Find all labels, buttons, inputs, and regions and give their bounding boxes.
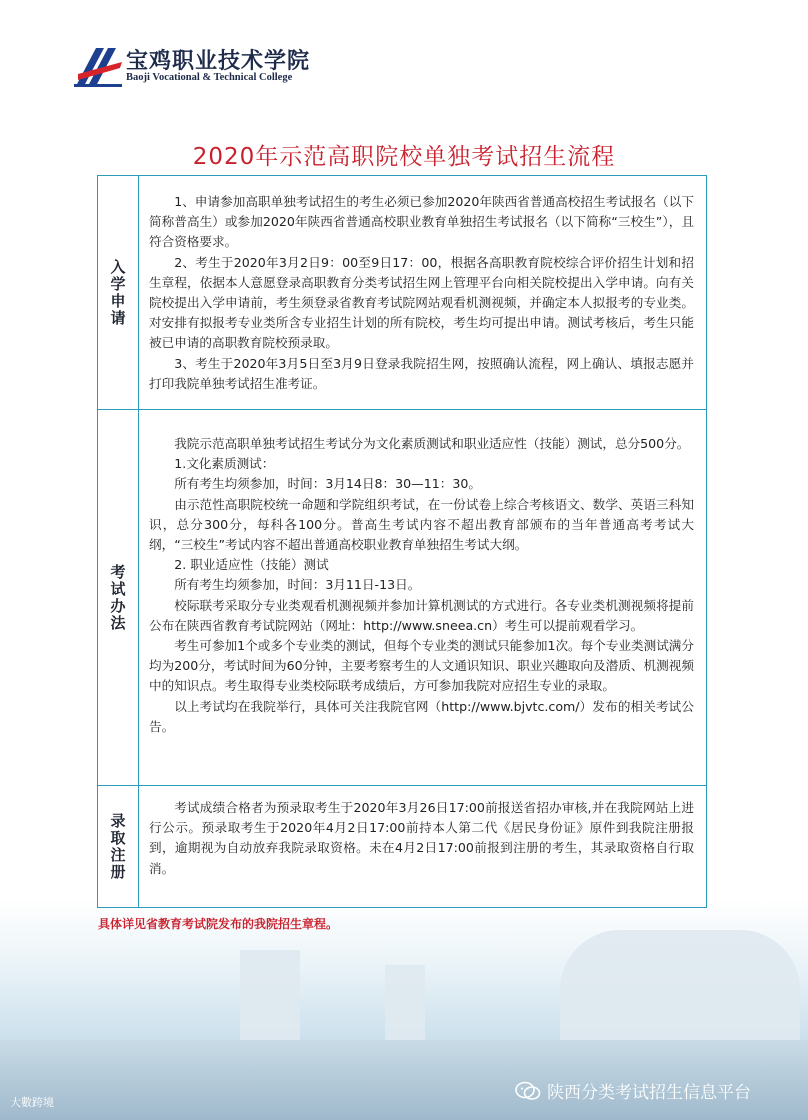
- background-building: [385, 965, 425, 1040]
- section-label: 考试办法: [108, 564, 127, 632]
- paragraph: 我院示范高职单独考试招生考试分为文化素质测试和职业适应性（技能）测试，总分500分。: [174, 436, 690, 451]
- logo-chinese-name: 宝鸡职业技术学院: [126, 48, 311, 74]
- wechat-icon: [515, 1081, 541, 1101]
- college-logo-icon: [74, 44, 124, 88]
- college-logo: [74, 44, 334, 90]
- section-label: 入学申请: [108, 258, 127, 327]
- paragraph: 1.文化素质测试：: [174, 456, 275, 472]
- section-exam-method: [98, 409, 706, 786]
- section-body: [139, 786, 706, 908]
- section-application: [98, 176, 706, 409]
- wechat-account-badge: [515, 1078, 751, 1103]
- paragraph: 2. 职业适应性（技能）测试: [174, 557, 329, 573]
- section-body: [139, 410, 706, 786]
- section-body: [139, 176, 706, 409]
- paragraph: 由示范性高职院校统一命题和学院组织考试，在一份试卷上综合考核语文、数学、英语三科知识，总分300分，每科各100分。普高生考试内容不超出教育部颁布的当年普通高考考试大纲，“三校生”考试内容不超出普通高校职业教育单独招生考试大纲。: [149, 496, 694, 553]
- paragraph: 2、考生于2020年3月2日9：00至9日17：00，根据各高职教育院校综合评价招生计划和招生章程，依据本人意愿登录高职教育分类考试招生网上管理平台向相关院校提出入学申请。向有关院校提出入学申请前，考生须登录省教育考试院网站观看机测视频，并确定本人拟报考的专业类。对安排有拟报考专业类所含专业招生计划的所有院校，考生均可提出申请。测试考核后，考生只能被已申请的高职教育院校预录取。: [149, 254, 694, 351]
- paragraph: 考生可参加1个或多个专业类的测试，但每个专业类的测试只能参加1次。每个专业类测试满分均为200分，考试时间为60分钟，主要考察考生的人文通识知识、职业兴趣取向及潜质、机测视频中的知识点。考生取得专业类校际联考成绩后，方可参加我院对应招生专业的录取。: [149, 638, 694, 694]
- page-title: 2020年示范高职院校单独考试招生流程: [192, 144, 616, 170]
- background-building: [240, 950, 300, 1040]
- paragraph: 以上考试均在我院举行，具体可关注我院官网（http://www.bjvtc.com/）发布的相关考试公告。: [149, 698, 694, 734]
- paragraph: 所有考生均须参加，时间：3月11日-13日。: [174, 577, 421, 593]
- background-building: [560, 930, 800, 1040]
- process-table: [97, 175, 707, 908]
- paragraph: 校际联考采取分专业类观看机测视频并参加计算机测试的方式进行。各专业类机测视频将提前公布在陕西省教育考试院网站（网址：http://www.sneea.cn）考生可以提前观看学习。: [149, 597, 694, 633]
- paragraph: 考试成绩合格者为预录取考生于2020年3月26日17:00前报送省招办审核,并在我院网站上进行公示。预录取考生于2020年4月2日17:00前持本人第二代《居民身份证》原件到我院注册报到，逾期视为自动放弃我院录取资格。未在4月2日17:00前报到注册的考生，其录取资格自行取消。: [149, 800, 694, 876]
- paragraph: 3、考生于2020年3月5日至3月9日登录我院招生网，按照确认流程，网上确认、填报志愿并打印我院单独考试招生准考证。: [149, 355, 694, 391]
- section-label-cell: [98, 410, 139, 786]
- section-admission-registration: [98, 785, 706, 908]
- section-label: 录取注册: [108, 813, 127, 881]
- paragraph: 1、申请参加高职单独考试招生的考生必须已参加2020年陕西省普通高校招生考试报名（以下简称普高生）或参加2020年陕西省普通高校职业教育单独招生考试报名（以下简称“三校生”），且符合资格要求。: [149, 194, 694, 250]
- wechat-account-name: 陕西分类考试招生信息平台: [547, 1083, 751, 1103]
- watermark-text: 大數跨境: [10, 1096, 54, 1109]
- paragraph: 所有考生均须参加，时间：3月14日8：30—11：30。: [174, 476, 482, 492]
- logo-english-name: Baoji Vocational & Technical College: [126, 72, 293, 83]
- section-label-cell: [98, 176, 139, 409]
- watermark: [10, 1094, 54, 1110]
- footnote: 具体详见省教育考试院发布的我院招生章程。: [98, 917, 339, 931]
- section-label-cell: [98, 786, 139, 908]
